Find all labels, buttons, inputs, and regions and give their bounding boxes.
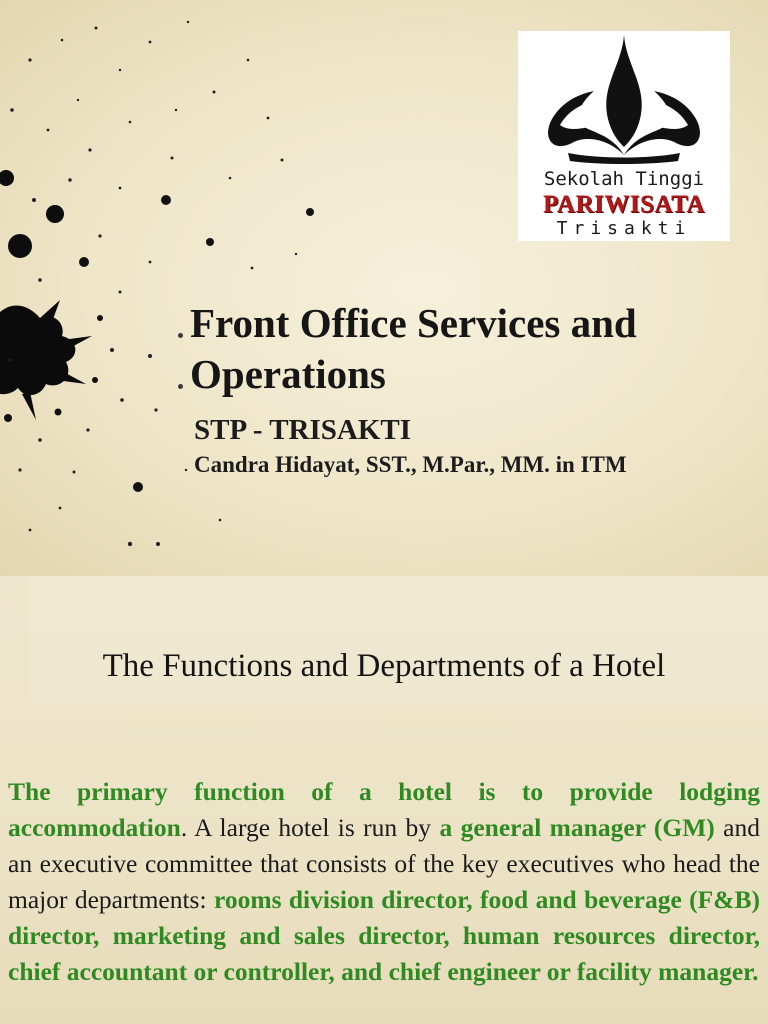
- logo-text-line-1: Sekolah Tinggi: [543, 168, 705, 190]
- trisakti-emblem-icon: [538, 35, 710, 167]
- highlight-departments: rooms division director, food and beverage (F&B) director, marketing and sales director, human resources director, chief accountant or controller, and chief engineer or facility manager.: [8, 885, 760, 986]
- title-bullet: [178, 384, 183, 389]
- highlight-primary-function: The primary function of a hotel is to provide lodging accommodation: [8, 777, 760, 842]
- slide-title: The Functions and Departments of a Hotel: [102, 648, 666, 684]
- logo-text-line-3: Trisakti: [556, 218, 692, 239]
- slide-2: [0, 576, 768, 1024]
- text-segment: and an executive committee that consists of the key executives who head the major departments:: [8, 813, 760, 914]
- ink-splatter-decoration: [0, 0, 360, 576]
- title-bullet: [178, 333, 183, 338]
- presentation-title: Front Office Services and Operations: [190, 300, 637, 397]
- text-segment: . A large hotel is run by: [180, 813, 440, 842]
- school-logo: [518, 31, 730, 241]
- author-line: Candra Hidayat, SST., M.Par., MM. in ITM: [194, 452, 627, 477]
- highlight-general-manager: a general manager (GM): [439, 813, 715, 842]
- institution-subtitle: STP - TRISAKTI: [194, 414, 412, 446]
- logo-text-line-2: PARIWISATA: [543, 191, 705, 218]
- body-paragraph: [8, 774, 760, 990]
- title-panel: [28, 576, 768, 706]
